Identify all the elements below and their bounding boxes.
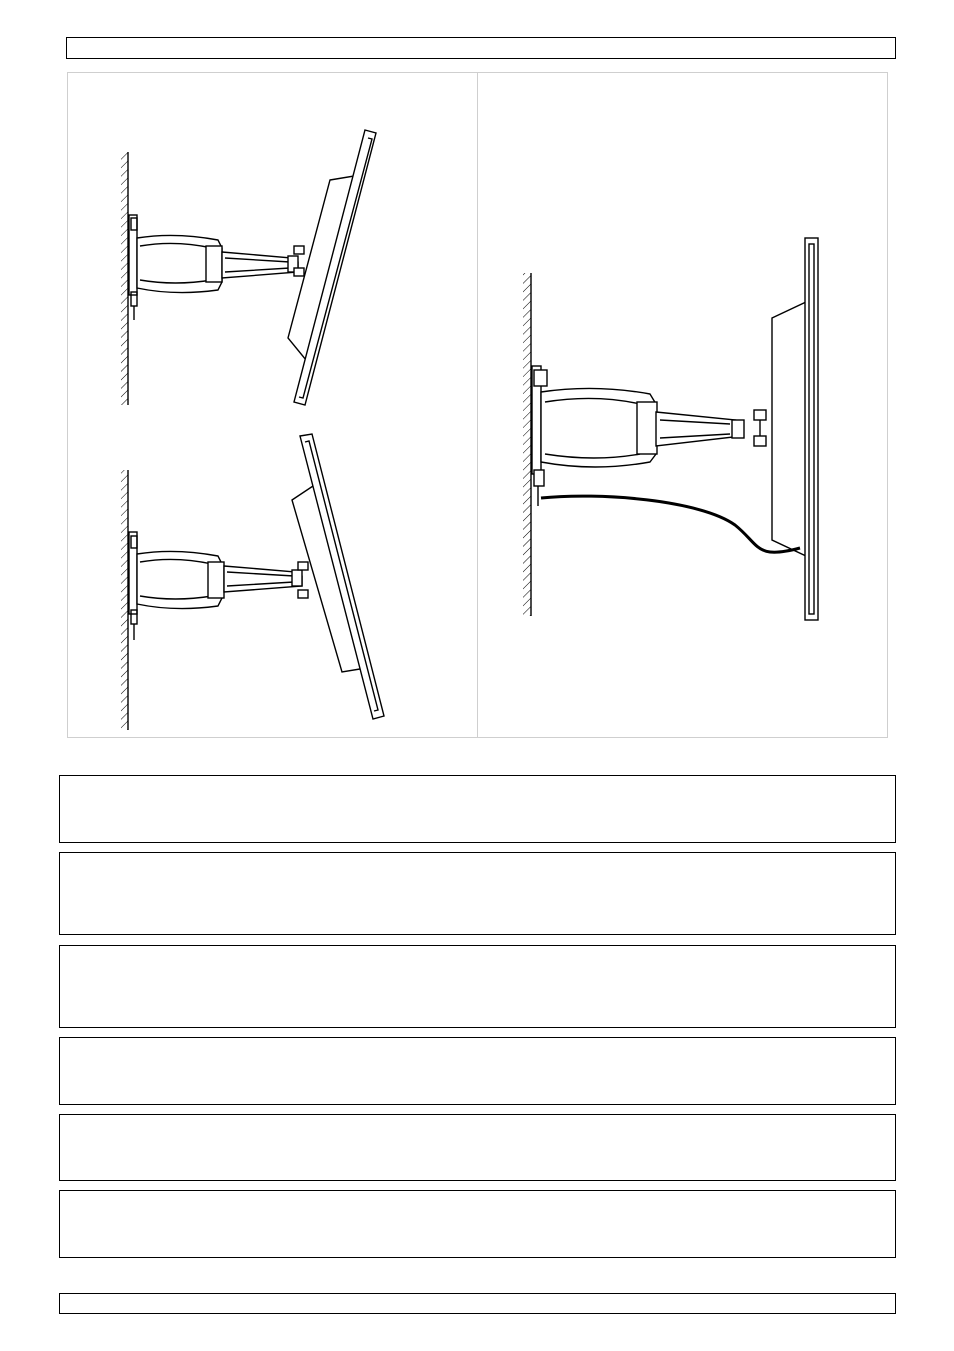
text-box-6 (59, 1190, 896, 1258)
tv-wall-mount-tilt-down-icon (121, 434, 384, 730)
text-box-5 (59, 1114, 896, 1181)
text-box-2 (59, 852, 896, 935)
text-box-1 (59, 775, 896, 843)
text-box-4 (59, 1037, 896, 1105)
tv-wall-mount-extended-with-cable-icon (523, 238, 818, 620)
text-box-3 (59, 945, 896, 1028)
tv-wall-mount-tilt-up-icon (121, 130, 376, 405)
footer-bar (59, 1293, 896, 1314)
